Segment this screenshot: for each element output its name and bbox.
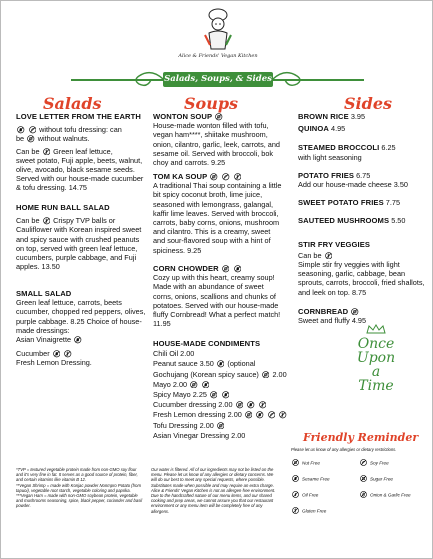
condiment-mayo: Mayo 2.00 (153, 379, 188, 389)
footnote-vegan-shrimp: **Vegan Shrimp = made with Konjac powder Nonmpro Potato (from tapuoi), vegetable root starch, vegetable coloring and paprika. (16, 482, 141, 493)
side-potato-fries-desc: Add our house-made cheese 3.50 (298, 180, 408, 190)
gluten-free-icon (234, 173, 242, 181)
logo-text: Alice & Friends' Vegan Kitchen (178, 53, 258, 59)
condiment-chili-oil: Chili Oil 2.00 (153, 349, 195, 359)
sesame-free-icon (292, 475, 299, 482)
nut-free-icon (292, 459, 299, 466)
side-broccoli-price: 6.25 (381, 143, 396, 153)
gluten-free-icon (64, 350, 72, 358)
nut-free-icon (210, 173, 218, 181)
crown-icon (366, 324, 386, 334)
condiment-spicy-mayo: Spicy Mayo 2.25 (153, 390, 207, 400)
soup-tom-ka-desc: A traditional Thai soup containing a little bit spicy coconut broth, lime juice, seasoned with lemongrass, galangal, kaffir lime leaves. Served with broccoli, carrots, baby corns, onions, mushroom and cilantro. This is a creamy, sweet and sour-flavored soup with a hint of spiciness. 9.25 (153, 181, 282, 255)
sesame-free-icon (74, 336, 82, 344)
sesame-free-icon (222, 391, 230, 399)
sides-heading: Sides (344, 94, 393, 113)
side-broccoli-desc: with light seasoning (298, 152, 362, 162)
condiment-peanut-optional: (optional (227, 359, 256, 369)
salad-home-run-canbe: Can be (16, 216, 40, 226)
legend-sesame-free: Sesame Free (291, 475, 330, 482)
salad-love-letter-desc: sweet potato, Fuji apple, beets, walnut, olive, avocado, black sesame seeds. Served with our house-made cucumber & tofu dressing. 14.75 (16, 155, 144, 193)
side-cornbread-desc: Sweet and fluffy (298, 316, 350, 326)
upon-word: Upon (356, 350, 396, 366)
nut-free-icon (27, 135, 35, 143)
banner-scroll-left-icon (111, 66, 163, 92)
sesame-free-icon (234, 265, 242, 273)
salad-small (16, 289, 146, 368)
nut-free-icon (262, 371, 270, 379)
salad-small-desc: Green leaf lettuce, carrots, beets cucumber, chopped red peppers, olives, purple cabbage. 8.25 Choice of house-made dressings: (16, 298, 146, 335)
side-mushrooms: SAUTEED MUSHROOMS (298, 216, 390, 226)
nut-free-icon (210, 391, 218, 399)
side-mushrooms-price: 5.50 (391, 216, 406, 226)
side-quinoa-price: 4.95 (331, 124, 346, 134)
salad-love-letter-note3: without walnuts. (37, 134, 90, 144)
banner-scroll-right-icon (273, 66, 325, 92)
side-sweet-potato-price: 7.75 (385, 198, 400, 208)
footnotes-left (16, 467, 144, 509)
soy-free-icon (268, 411, 276, 419)
reminder-title: Friendly Reminder (303, 431, 419, 444)
salad-home-run-desc: Cauliflower with Korean inspired sweet and spicy sauce with crushed peanuts on top, served with green leaf lettuce, cucumbers, purple cabbage, and Fuji apples. 13.50 (16, 225, 142, 272)
once-upon-a-time-graphic (351, 323, 401, 393)
sesame-free-icon (202, 381, 210, 389)
side-quinoa: QUINOA (298, 124, 329, 134)
legend-gluten-free: Gluten Free (291, 507, 326, 514)
gluten-free-icon (279, 411, 287, 419)
gluten-free-icon (325, 252, 333, 260)
a-word: a (371, 364, 381, 380)
legend-sugar-free: Sugar Free (359, 475, 393, 482)
condiment-tofu: Tofu Dressing 2.00 (153, 420, 214, 430)
gluten-free-icon (43, 148, 51, 156)
reminder-subtitle: Please let us know of any allergies or dietary restrictions. (291, 447, 397, 452)
footnote-vegan-ham: ***Vegan Ham = made with non-GMO soybean protein, vegetable and mushrooms seasoning, spice, black pepper, coriander and basil powder. (16, 493, 143, 509)
gluten-free-icon (259, 401, 267, 409)
nut-free-icon (190, 381, 198, 389)
soy-free-icon (222, 173, 230, 181)
soup-wonton-title: WONTON SOUP (153, 112, 213, 121)
condiment-asian-vinegar: Asian Vinegar Dressing 2.00 (153, 430, 246, 440)
sugar-free-icon (360, 475, 367, 482)
legend-oil-free: Oil Free (291, 491, 318, 498)
sesame-free-icon (53, 350, 61, 358)
salad-home-run-desc-start: Crispy TVP balls or (53, 216, 116, 226)
gluten-free-icon (292, 507, 299, 514)
salad-home-run (16, 203, 146, 271)
salad-home-run-title: HOME RUN BALL SALAD (16, 203, 110, 212)
salad-love-letter-note2: be (16, 134, 25, 144)
nut-free-icon (215, 113, 223, 121)
condiment-lemon: Fresh Lemon dressing 2.00 (153, 410, 242, 420)
condiments (153, 339, 303, 441)
once-word: Once (357, 336, 395, 352)
chef-logo-icon (197, 7, 239, 53)
salad-small-title: SMALL SALAD (16, 289, 72, 298)
condiment-peanut-sauce: Peanut sauce 3.50 (153, 359, 214, 369)
banner-title: Salads, Soups, & Sides (163, 72, 273, 87)
legend-onion-garlic-free: Onion & Garlic Free (359, 491, 419, 498)
side-sweet-potato-fries: SWEET POTATO FRIES (298, 198, 384, 208)
side-potato-fries-price: 6.75 (356, 170, 371, 180)
side-stir-fry: STIR FRY VEGGIES (298, 239, 371, 249)
soy-free-icon (29, 126, 37, 134)
sides-list (298, 112, 428, 325)
nut-free-icon (245, 411, 253, 419)
salad-love-letter-note: without tofu dressing: can (39, 125, 122, 135)
sesame-free-icon (256, 411, 264, 419)
side-brown-rice-price: 3.95 (350, 112, 366, 121)
soup-tom-ka (153, 172, 283, 255)
soup-corn-chowder-title: CORN CHOWDER (153, 264, 219, 273)
soup-corn-chowder-desc: Cozy up with this heart, creamy soup! Made with an abundance of sweet corns, onions, scallions and chunks of potatoes. Served with our house-made fluffy Cornbread! What a perfect match! 11.95 (153, 273, 281, 329)
condiment-gochujang-price: 2.00 (272, 369, 287, 379)
soups-heading: Soups (184, 94, 239, 113)
legend-soy-free: Soy Free (359, 459, 389, 466)
side-cornbread: CORNBREAD (298, 306, 349, 316)
salad-love-letter-desc-start: Green leaf lettuce, (53, 146, 113, 156)
footnote-allergen-notice: Our water is filtered. All of our ingredients may not be listed on the menu. Please let us know of any allergies or dietary concerns. We will do our best to meet any special requests, where possible. Substitutes made when possible and may require an extra charge. Alice & Friends' Vegan Kitchen is not an allergen-free environment. Due to the handcrafted nature of our menu items, and our shared cooking and prep areas, we cannot assure you that our restaurant environment or any menu item will be completely free of any allergens. (151, 467, 276, 514)
dressing-asian-vinaigrette: Asian Vinaigrette (16, 335, 72, 345)
salad-love-letter-title: LOVE LETTER FROM THE EARTH (16, 112, 141, 121)
side-stir-fry-canbe: Can be (298, 250, 322, 260)
side-potato-fries: POTATO FRIES (298, 170, 355, 180)
nut-free-icon (217, 422, 225, 430)
oil-free-icon (292, 491, 299, 498)
dressing-fresh-lemon: Fresh Lemon Dressing. (16, 358, 92, 368)
salads-heading: Salads (43, 94, 102, 113)
soup-wonton-desc: House-made wonton filled with tofu, vegan ham****, shiitake mushroom, onion, cilantro, garlic, leek, carrots, and sesame oil. Served with broccoli, bok choy and carrots. 9.25 (153, 121, 280, 168)
side-cornbread-price: 4.95 (351, 316, 367, 326)
side-brown-rice: BROWN RICE (298, 112, 349, 121)
soup-tom-ka-title: TOM KA SOUP (153, 172, 208, 181)
salad-love-letter-canbe: Can be (16, 146, 40, 156)
sesame-free-icon (217, 360, 225, 368)
time-word: Time (358, 378, 394, 394)
salad-love-letter (16, 112, 150, 193)
onion-garlic-free-icon (360, 491, 367, 498)
footnote-tvp: *TVP = textured vegetable protein made from non-GMO soy flour and it's very fine in fat. It serves as a good source of protein, fiber, and certain vitamins like vitamin B 12. (16, 467, 138, 483)
condiments-title: HOUSE-MADE CONDIMENTS (153, 339, 261, 348)
sesame-free-icon (247, 401, 255, 409)
soup-corn-chowder (153, 264, 283, 328)
legend-nut-free: Nut Free (291, 459, 320, 466)
condiment-cucumber: Cucumber dressing 2.00 (153, 400, 233, 410)
soup-wonton (153, 112, 283, 167)
sesame-free-icon (17, 126, 25, 134)
side-stir-fry-desc: Simple stir fry veggies with light seasoning, garlic, cabbage, bean sprouts, carrots, broccoli, fried shallots, and leek on top. 8.75 (298, 260, 425, 297)
nut-free-icon (236, 401, 244, 409)
nut-free-icon (351, 308, 359, 316)
gluten-free-icon (43, 217, 51, 225)
nut-free-icon (222, 265, 230, 273)
dressing-cucumber: Cucumber (16, 349, 50, 359)
condiment-gochujang: Gochujang (Korean spicy sauce) (153, 369, 259, 379)
soy-free-icon (360, 459, 367, 466)
side-broccoli: STEAMED BROCCOLI (298, 143, 380, 153)
